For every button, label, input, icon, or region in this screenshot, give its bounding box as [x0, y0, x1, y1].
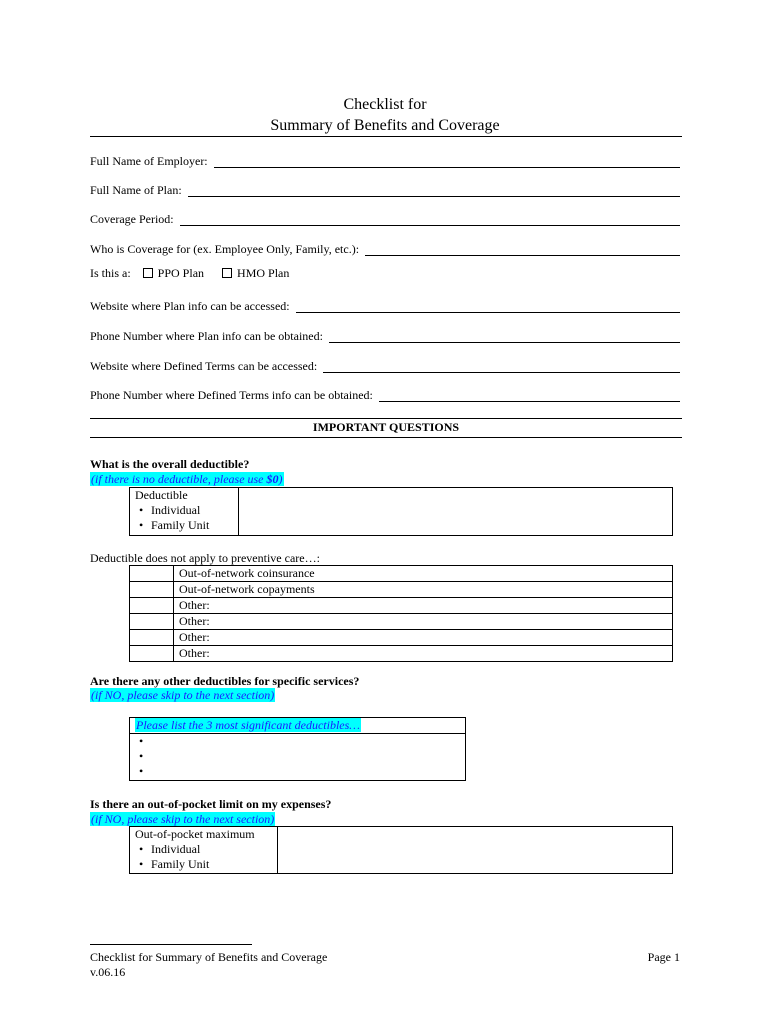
preventive-row-label[interactable]: Other:	[174, 614, 673, 630]
plan-website-label: Website where Plan info can be accessed:	[90, 299, 290, 313]
oop-table	[129, 826, 673, 874]
specific-deductibles-title-cell	[130, 718, 466, 734]
document-title	[90, 94, 680, 136]
coverage-period-field	[90, 212, 680, 226]
hmo-checkbox[interactable]	[222, 268, 232, 278]
list-item: • Individual	[135, 842, 272, 857]
preventive-table	[129, 565, 673, 662]
hmo-option	[222, 266, 289, 280]
plan-phone-label: Phone Number where Plan info can be obtained:	[90, 329, 323, 343]
employer-label: Full Name of Employer:	[90, 154, 208, 168]
terms-website-label: Website where Defined Terms can be accessed:	[90, 359, 318, 373]
title-line-1: Checklist for	[343, 96, 427, 113]
ppo-checkbox[interactable]	[143, 268, 153, 278]
deductible-table	[129, 487, 673, 536]
deductible-hint-prefix: (if there is no deductible, please use	[91, 472, 267, 486]
list-item: • Family Unit	[135, 518, 233, 533]
specific-deductibles-list	[135, 734, 460, 779]
oop-list	[135, 842, 272, 872]
list-item[interactable]	[135, 749, 460, 764]
ppo-label: PPO Plan	[157, 266, 205, 280]
title-line-2: Summary of Benefits and Coverage	[270, 117, 500, 134]
specific-deductibles-hint: (if NO, please skip to the next section)	[91, 688, 275, 702]
coverage-period-input-line[interactable]	[180, 215, 680, 226]
table-row	[130, 598, 673, 614]
terms-phone-input-line[interactable]	[379, 391, 680, 402]
page-number: Page 1	[647, 950, 680, 964]
deductible-label-cell	[130, 488, 239, 536]
table-row	[130, 614, 673, 630]
terms-website-field	[90, 359, 680, 373]
preventive-row-label[interactable]: Other:	[174, 598, 673, 614]
preventive-check-cell[interactable]	[130, 630, 174, 646]
preventive-row-label[interactable]: Out-of-network copayments	[174, 582, 673, 598]
plan-type-label: Is this a:	[90, 266, 131, 280]
plan-type-row	[90, 266, 289, 280]
specific-deductibles-list-title: Please list the 3 most significant deductibles…	[136, 718, 360, 732]
plan-website-field	[90, 299, 680, 313]
table-row	[130, 630, 673, 646]
preventive-row-label[interactable]: Other:	[174, 646, 673, 662]
preventive-row-label[interactable]: Out-of-network coinsurance	[174, 566, 673, 582]
list-item[interactable]	[135, 764, 460, 779]
coverage-for-input-line[interactable]	[365, 245, 680, 256]
preventive-check-cell[interactable]	[130, 614, 174, 630]
ppo-option	[143, 266, 204, 280]
footer-left	[90, 950, 327, 980]
deductible-hint	[90, 472, 284, 486]
specific-deductibles-table	[129, 717, 466, 781]
footer-title: Checklist for Summary of Benefits and Coverage	[90, 950, 328, 964]
coverage-for-field	[90, 242, 680, 256]
deductible-hint-amount: $0	[266, 472, 279, 486]
preventive-check-cell[interactable]	[130, 582, 174, 598]
table-row	[130, 566, 673, 582]
deductible-cell-title: Deductible	[135, 488, 188, 502]
specific-deductibles-question: Are there any other deductibles for specific services?	[90, 674, 360, 688]
deductible-hint-suffix: )	[278, 472, 283, 486]
table-row	[130, 646, 673, 662]
plan-website-input-line[interactable]	[296, 302, 680, 313]
list-item: • Family Unit	[135, 857, 272, 872]
deductible-question: What is the overall deductible?	[90, 457, 250, 471]
oop-cell-title: Out-of-pocket maximum	[135, 827, 255, 841]
plan-phone-field	[90, 329, 680, 343]
hmo-label: HMO Plan	[237, 266, 290, 280]
coverage-period-label: Coverage Period:	[90, 212, 174, 226]
footer-version: v.06.16	[90, 965, 126, 979]
preventive-care-label: Deductible does not apply to preventive care…:	[90, 551, 320, 565]
plan-phone-input-line[interactable]	[329, 332, 680, 343]
oop-question: Is there an out-of-pocket limit on my expenses?	[90, 797, 332, 811]
footer-divider	[90, 944, 252, 945]
employer-field	[90, 154, 680, 168]
specific-deductibles-list-cell[interactable]	[130, 734, 466, 781]
preventive-check-cell[interactable]	[130, 646, 174, 662]
list-item: • Individual	[135, 503, 233, 518]
terms-phone-field	[90, 388, 680, 402]
oop-hint: (if NO, please skip to the next section)	[91, 812, 275, 826]
preventive-check-cell[interactable]	[130, 598, 174, 614]
terms-website-input-line[interactable]	[323, 362, 680, 373]
terms-phone-label: Phone Number where Defined Terms info can be obtained:	[90, 388, 373, 402]
preventive-check-cell[interactable]	[130, 566, 174, 582]
deductible-value-cell[interactable]	[239, 488, 673, 536]
important-questions-header: IMPORTANT QUESTIONS	[90, 418, 682, 438]
title-divider	[90, 136, 682, 137]
list-item[interactable]	[135, 734, 460, 749]
table-row	[130, 582, 673, 598]
preventive-row-label[interactable]: Other:	[174, 630, 673, 646]
plan-name-input-line[interactable]	[188, 186, 680, 197]
oop-label-cell	[130, 827, 278, 874]
plan-name-label: Full Name of Plan:	[90, 183, 182, 197]
coverage-for-label: Who is Coverage for (ex. Employee Only, Family, etc.):	[90, 242, 360, 256]
employer-input-line[interactable]	[214, 157, 680, 168]
deductible-list	[135, 503, 233, 533]
plan-name-field	[90, 183, 680, 197]
oop-value-cell[interactable]	[278, 827, 673, 874]
